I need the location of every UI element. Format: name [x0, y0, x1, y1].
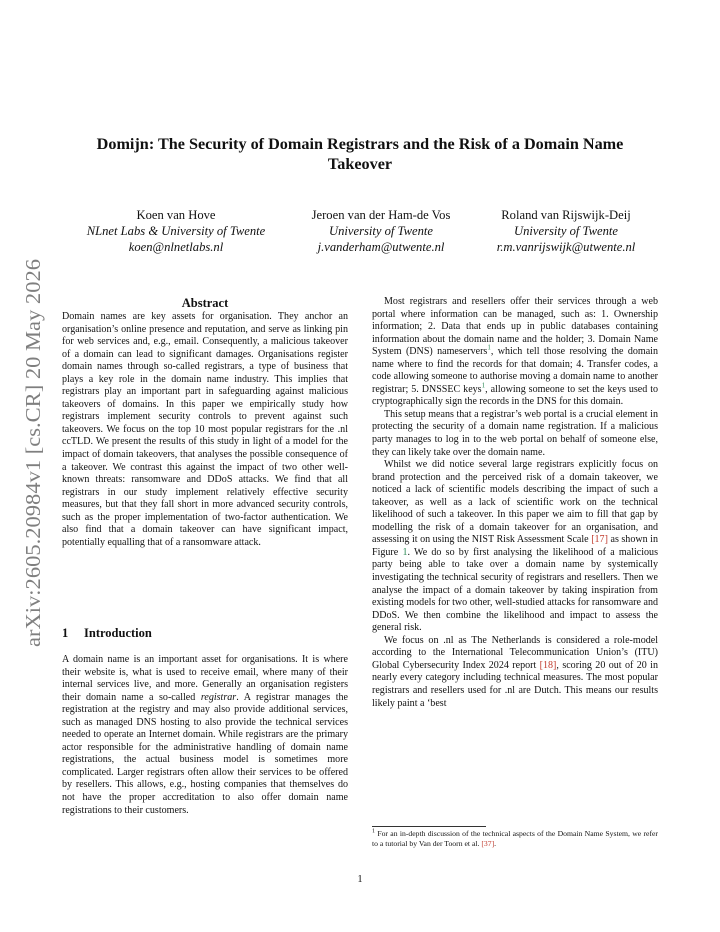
intro-paragraph-5: [372, 635, 658, 710]
author-name: Jeroen van der Ham-de Vos: [311, 208, 451, 222]
footnote-number: 1: [372, 828, 375, 835]
text-span: . We do so by first analysing the likelihood of a malicious party being able to take over a domain name by systemically investigating the technical security of registrars and resellers. Then we analyse the impact of a domain takeover by taking inspiration from existing models for two other, well-studied attacks for ransomware and DDoS. We then combine the likelihood and impact to assess the general risk.: [372, 546, 658, 634]
figure-link[interactable]: 1: [402, 546, 408, 558]
author-email: r.m.vanrijswijk@utwente.nl: [496, 240, 636, 254]
abstract-text: Domain names are key assets for organisation. They anchor an organisation’s online presence and reputation, and serve as linking pin for web services and, e.g., email. Consequently, a malicious takeover of a domain can lead to significant damages. Organisations register domain names through so-called registrars, a type of business that plays a key role in the domain name industry. This implies that registrars play an important part in safeguarding against malicious takeovers of domains. In this paper we empirically study how registrars implement security controls to prevent against such takeovers. We focus on the top 10 most popular registrars for the .nl ccTLD. We present the results of this study in light of a model for the impact of domain takeovers, that analyses the possible consequence of a takeover. We contrast this against the impact of two other well-known threats: ransomware and DDoS attacks. We find that all registrars in our study implement relatively effective security measures, but that they fall short in more advanced security controls, such as the proper implementation of two-factor authentication. We also find that a domain takeover can have significant impact, potentially equalling that of a ransomware attack.: [62, 311, 348, 548]
emphasis-registrar: registrar: [200, 691, 237, 703]
text-span: as shown in Figure: [372, 534, 658, 558]
intro-paragraph-3: This setup means that a registrar’s web portal is a crucial element in protecting the security of a domain name registration. If a malicious party manages to log in to the web portal on behalf of someone else, they can likely take over the domain name.: [372, 408, 658, 458]
author-affiliation: NLnet Labs & University of Twente: [86, 224, 266, 238]
text-span: . A registrar manages the registration at the registry and may also provide additional services, such as managed DNS hosting to also provide the technical services needed to operate an Internet domain. While registrars are the primary actor responsible for the administrative handling of domain name registrations, the actual business model is sometimes more complicated. Larger registrars often allow their services to be offered by resellers. This allows, e.g., hosting companies that themselves do not have the proper accreditation to also offer domain name registrations to their customers.: [62, 691, 348, 816]
intro-paragraph-4: [372, 459, 658, 635]
introduction-right-text: [372, 296, 658, 710]
author-block-3: [480, 207, 652, 255]
abstract-section: [62, 296, 348, 549]
author-email: j.vanderham@utwente.nl: [317, 240, 445, 254]
arxiv-identifier-stamp: [6, 255, 54, 650]
footnote-text: For an in-depth discussion of the technical aspects of the Domain Name System, we refer to a tutorial by Van der Toorn et al.: [372, 829, 658, 848]
title-line-1: Domijn: The Security of Domain Registrars and the Risk of a Domain Name: [96, 135, 624, 153]
text-span: Most registrars and resellers offer their services through a web portal where information can be managed, such as: 1. Ownership information; 2. Data that ends up in public databases containing information about the domain name and the holder; 3. Domain Name System (DNS) nameservers: [372, 296, 658, 358]
arxiv-identifier-text: arXiv:2605.20984v1 [cs.CR] 20 May 2026: [21, 285, 45, 647]
author-name: Koen van Hove: [136, 208, 216, 222]
page-number: 1: [357, 874, 363, 885]
footnote-divider: [372, 826, 486, 827]
introduction-left-text: [62, 654, 348, 817]
title-line-2: Takeover: [327, 155, 393, 173]
text-span: We focus on .nl as The Netherlands is considered a role-model according to the International Telecommunication Union’s (ITU) Global Cybersecurity Index 2024 report: [372, 634, 658, 671]
paper-title: [70, 134, 650, 174]
abstract-heading: Abstract: [181, 296, 229, 310]
text-span: , scoring 20 out of 20 in nearly every category including technical measures. The most popular registrars and resellers used for .nl are Dutch. This means our results likely paint a ‘best: [372, 659, 658, 709]
section-heading-introduction: [62, 626, 348, 641]
footnote-marker[interactable]: 1: [487, 343, 491, 352]
intro-paragraph-1: [62, 654, 348, 817]
footnote-marker[interactable]: 1: [481, 381, 486, 390]
footnote: [372, 829, 658, 848]
text-span: , which tell those resolving the domain name where to find the records for that domain; 4. Transfer codes, a code allowing someone to authorise moving a domain name to another registrar; 5. DNSSEC keys: [372, 346, 658, 395]
text-span: , allowing someone to set the keys used to cryptographically sign the records in the DNS for this domain.: [372, 383, 659, 408]
author-name: Roland van Rijswijk-Deij: [501, 208, 631, 222]
author-block-1: [72, 207, 280, 255]
section-title: Introduction: [84, 626, 152, 640]
author-affiliation: University of Twente: [514, 224, 618, 238]
text-span: Whilst we did notice several large registrars explicitly focus on brand protection and the perceived risk of a domain takeover, we noticed a lack of scientific models describing the impact of such a takeover, as well as a lack of scientific work on the technical likelihood of such a takeover. In this paper we aim to fill that gap by modelling the risk of a domain takeover for an organisation, and assessing it on using the NIST Risk Assessment Scale: [372, 459, 658, 546]
author-affiliation: University of Twente: [329, 224, 433, 238]
intro-paragraph-2: [372, 296, 658, 409]
citation-link[interactable]: [37]: [481, 838, 495, 848]
citation-link[interactable]: [17]: [591, 534, 608, 546]
section-number: 1: [62, 626, 69, 640]
author-block-2: [296, 207, 466, 255]
footnote-text: .: [494, 838, 497, 848]
author-email: koen@nlnetlabs.nl: [128, 240, 224, 254]
citation-link[interactable]: [18]: [539, 659, 557, 671]
text-span: A domain name is an important asset for organisations. It is where their website is, what is used to receive email, where many of their internal services live, and more. Generally an organisation registers their domain name a so-called: [62, 654, 348, 703]
